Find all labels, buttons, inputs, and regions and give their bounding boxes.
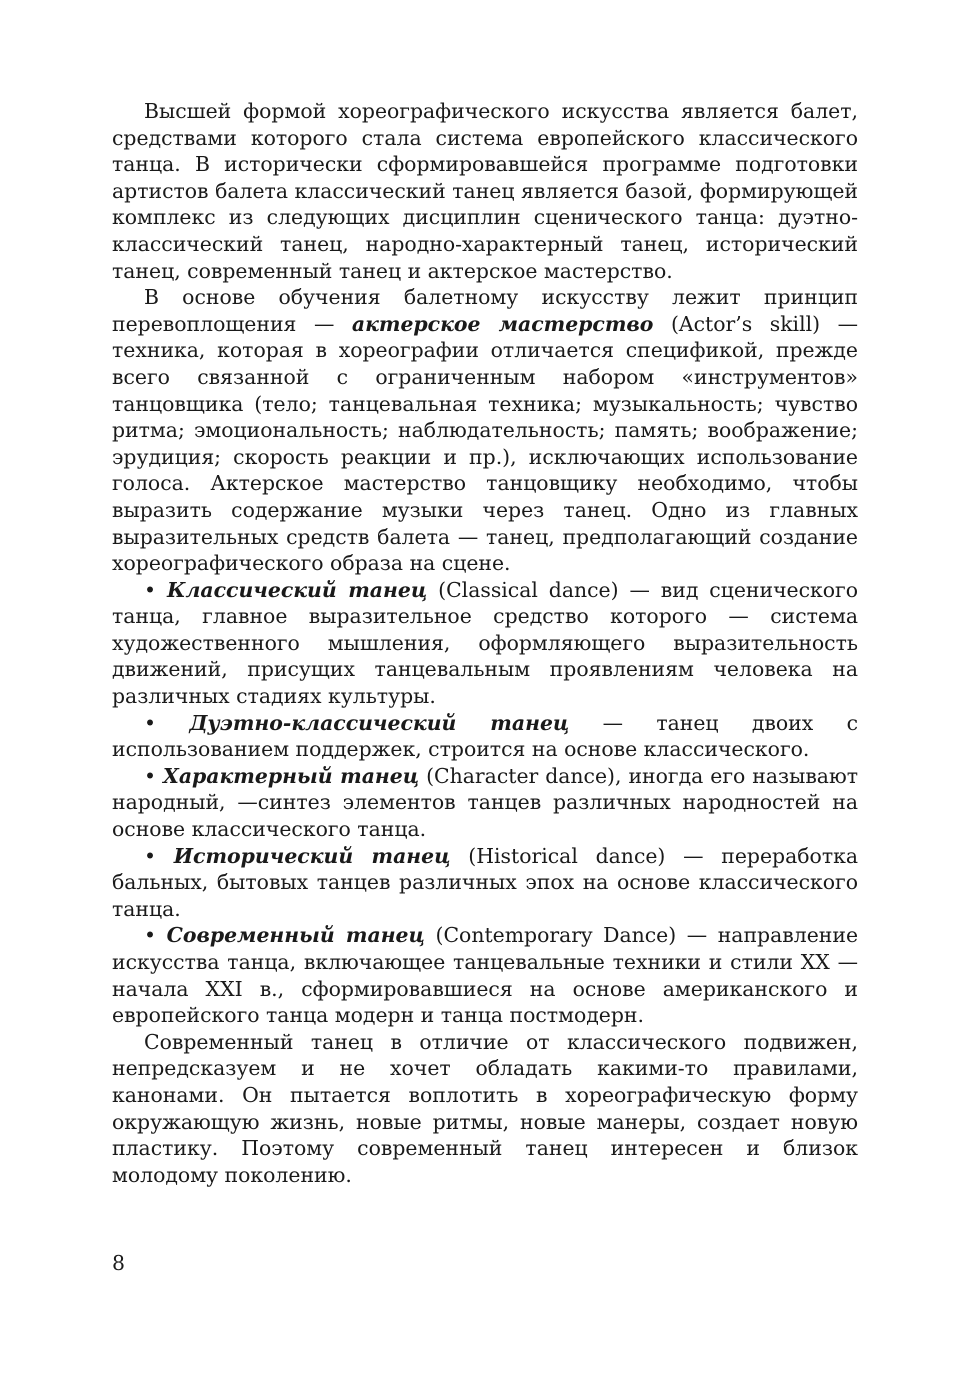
term-acting-skill: актерское мастерство (351, 311, 654, 336)
definition-text: (Contemporary Dance) — направление искусства танца, включающее танцевальные техники и стили XX — начала XXI в., сформировавшиеся на основе американского и европейского танца модерн и танца постмодерн. (112, 923, 859, 1028)
paragraph-acting-body: (Actor’s skill) — техника, которая в хореографии отличается спецификой, прежде всего связанной с ограниченным набором «инструментов» танцовщика (тело; танцевальная техника; музыкальность; чувство ритма; эмоциональность; наблюдательность; память; воображение; эрудиция; скорость реакции и пр.), исключающих использование голоса. Актерское мастерство танцовщику необходимо, чтобы выразить содержание музыки через танец. Одно из главных выразительных средств балета — танец, предполагающий создание хореографического образа на сцене. (112, 311, 858, 576)
bullet: • (144, 710, 157, 735)
definition-historical (112, 843, 858, 923)
bullet: • (144, 763, 157, 788)
paragraph-acting-lead: В основе обучения балетному искусству лежит принцип перевоплощения — (112, 285, 858, 336)
term-classical-dance: Классический танец (166, 577, 428, 602)
definition-text: (Character dance), иногда его называют народный, —синтез элементов танцев различных народностей на основе классического танца. (112, 763, 858, 842)
term-contemporary-dance: Современный танец (166, 923, 425, 948)
definition-text: (Historical dance) — переработка бальных, бытовых танцев различных эпох на основе классического танца. (112, 843, 858, 921)
definition-classical (112, 577, 858, 710)
paragraph-intro: Высшей формой хореографического искусства является балет, средствами которого стала система европейского классического танца. В исторически сформировавшейся программе подготовки артистов балета классический танец является базой, формирующей комплекс из следующих дисциплин сценического танца: дуэтно-классический танец, народно-характерный танец, исторический танец, современный танец и актерское мастерство. (112, 99, 858, 283)
definition-character (112, 763, 858, 843)
bullet: • (144, 843, 157, 868)
definition-text: (Classical dance) — вид сценического танца, главное выразительное средство которого — система художественного мышления, оформляющего выразительность движений, присущих танцевальным проявлениям человека на различных стадиях культуры. (112, 577, 859, 709)
term-character-dance: Характерный танец (163, 763, 420, 788)
term-duet-classical-dance: Дуэтно-классический танец (189, 710, 570, 735)
page-body (112, 98, 858, 1188)
bullet: • (144, 923, 157, 948)
definition-duet (112, 710, 858, 763)
paragraph-acting (112, 284, 858, 577)
term-historical-dance: Исторический танец (173, 843, 451, 868)
definition-text: — танец двоих с использованием поддержек, строится на основе классического. (112, 710, 858, 762)
paragraph-closing: Современный танец в отличие от классического подвижен, непредсказуем и не хочет обладать какими-то правилами, канонами. Он пытается воплотить в хореографическую форму окружающую жизнь, новые ритмы, новые манеры, создает новую пластику. Поэтому современный танец интересен и близок молодому поколению. (112, 1029, 858, 1187)
page-number: 8 (112, 1251, 125, 1275)
bullet: • (144, 577, 157, 602)
definition-contemporary (112, 922, 858, 1028)
